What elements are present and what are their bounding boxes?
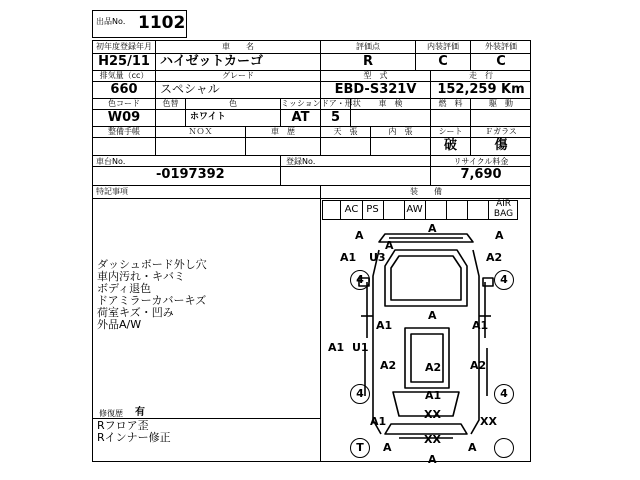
lot-number-label: 出品No． xyxy=(96,17,131,26)
damage-mark: U1 xyxy=(352,341,369,354)
drive-label: 駆 動 xyxy=(489,99,513,108)
lot-number-value: 1102 xyxy=(138,13,186,33)
color-value: ホワイト xyxy=(190,112,226,122)
remark-line: ダッシュボード外し穴 xyxy=(97,258,207,271)
exterior-value: C xyxy=(496,54,506,69)
fuel-label: 燃 料 xyxy=(438,99,463,108)
damage-mark: A1 xyxy=(376,319,393,332)
damage-mark: A2 xyxy=(470,359,487,372)
color-label: 色 xyxy=(229,99,237,108)
damage-mark: A1 xyxy=(472,319,489,332)
rule xyxy=(383,200,384,220)
damage-mark: A2 xyxy=(380,359,397,372)
history-label: 車 歴 xyxy=(271,127,295,136)
damage-mark: XX xyxy=(424,433,441,446)
interior-trim-label: 内 張 xyxy=(388,127,413,136)
grade-label: グレード xyxy=(222,71,254,80)
equipment-label: 装 備 xyxy=(410,187,442,196)
color-change-label: 色替 xyxy=(162,99,179,108)
damage-mark: A1 xyxy=(340,251,357,264)
rule xyxy=(280,155,281,185)
doors-value: 5 xyxy=(330,110,341,125)
repair-line: Rフロア歪 xyxy=(97,419,149,432)
recycle-value: 7,690 xyxy=(460,167,502,182)
damage-mark: A1 xyxy=(328,341,345,354)
car-name-label: 車 名 xyxy=(222,42,254,51)
glass-label: Ｆガラス xyxy=(485,127,517,136)
remark-line: 荷室キズ・凹み xyxy=(97,306,174,319)
transmission-value: AT xyxy=(291,110,310,125)
inspection-label: 車 検 xyxy=(378,99,403,108)
seat-value: 破 xyxy=(443,138,457,153)
exterior-label: 外装評価 xyxy=(485,42,517,51)
remark-line: 車内汚れ・キバミ xyxy=(97,270,185,283)
damage-mark: A xyxy=(428,453,437,466)
reg-year-value: H25/11 xyxy=(98,54,150,69)
registration-label: 登録No． xyxy=(286,157,321,166)
rule xyxy=(446,200,447,220)
damage-mark: A xyxy=(428,309,437,322)
damage-mark: XX xyxy=(480,415,497,428)
damage-mark: A xyxy=(383,441,392,454)
damage-mark: A1 xyxy=(425,389,442,402)
chassis-label: 車台No． xyxy=(96,157,131,166)
repair-line: Rインナー修正 xyxy=(97,431,171,444)
color-code-value: W09 xyxy=(107,110,141,125)
recycle-label: リサイクル料金 xyxy=(453,157,509,166)
grade-value: スペシャル xyxy=(160,82,220,96)
nox-label: ＮＯＸ xyxy=(188,127,213,136)
tire-rear-right: 4 xyxy=(494,384,514,404)
car-name-value: ハイゼットカーゴ xyxy=(160,54,263,69)
rule xyxy=(467,200,468,220)
tire-front-right: 4 xyxy=(494,270,514,290)
tire-front-left: 4 xyxy=(350,270,370,290)
spare-tire-circle-right xyxy=(494,438,514,458)
model-value: EBD-S321V xyxy=(334,82,417,97)
remark-line: 外品A/W xyxy=(97,318,142,331)
interior-value: C xyxy=(438,54,448,69)
color-code-label: 色コード xyxy=(108,99,140,108)
equipment-airbag: AIR BAG xyxy=(493,199,514,219)
glass-value: 傷 xyxy=(494,138,508,153)
transmission-label: ミッション xyxy=(281,99,321,108)
mileage-label: 走 行 xyxy=(469,71,493,80)
damage-mark: A xyxy=(468,441,477,454)
mileage-value: 152,259 Km xyxy=(437,82,525,97)
damage-mark: A xyxy=(355,229,364,242)
spare-tire-circle: T xyxy=(350,438,370,458)
tire-rear-left: 4 xyxy=(350,384,370,404)
remark-line: ドアミラーカバーキズ xyxy=(97,294,207,307)
damage-mark: A1 xyxy=(370,415,387,428)
model-label: 型 式 xyxy=(363,71,388,80)
damage-mark: A xyxy=(385,239,394,252)
interior-label: 内装評価 xyxy=(427,42,459,51)
displacement-label: 排気量（cc） xyxy=(99,71,149,80)
equipment-aw: AW xyxy=(406,204,423,215)
chassis-value: -0197392 xyxy=(156,167,225,182)
damage-mark: A2 xyxy=(486,251,503,264)
reg-year-label: 初年度登録年月 xyxy=(96,42,152,51)
remark-line: ボディ退色 xyxy=(97,282,152,295)
damage-mark: A xyxy=(495,229,504,242)
rule xyxy=(92,185,531,186)
damage-mark: XX xyxy=(424,408,441,421)
roof-label: 天 張 xyxy=(333,127,358,136)
repair-value: 有 xyxy=(135,407,145,418)
repair-label: 修復歴 xyxy=(99,409,123,418)
score-value: R xyxy=(362,54,373,69)
rule xyxy=(92,155,531,156)
rule xyxy=(425,200,426,220)
manual-label: 整備手帳 xyxy=(108,127,140,136)
damage-mark: U3 xyxy=(369,251,386,264)
doors-label: ドア・形状 xyxy=(321,99,361,108)
equipment-ps: PS xyxy=(366,204,379,215)
equipment-ac: AC xyxy=(344,204,359,215)
remarks-label: 特記事項 xyxy=(96,187,128,196)
score-label: 評価点 xyxy=(356,42,380,51)
damage-mark: A2 xyxy=(425,361,442,374)
damage-mark: A xyxy=(428,222,437,235)
seat-label: シート xyxy=(438,127,463,136)
displacement-value: 660 xyxy=(110,82,138,97)
rule xyxy=(92,198,531,199)
